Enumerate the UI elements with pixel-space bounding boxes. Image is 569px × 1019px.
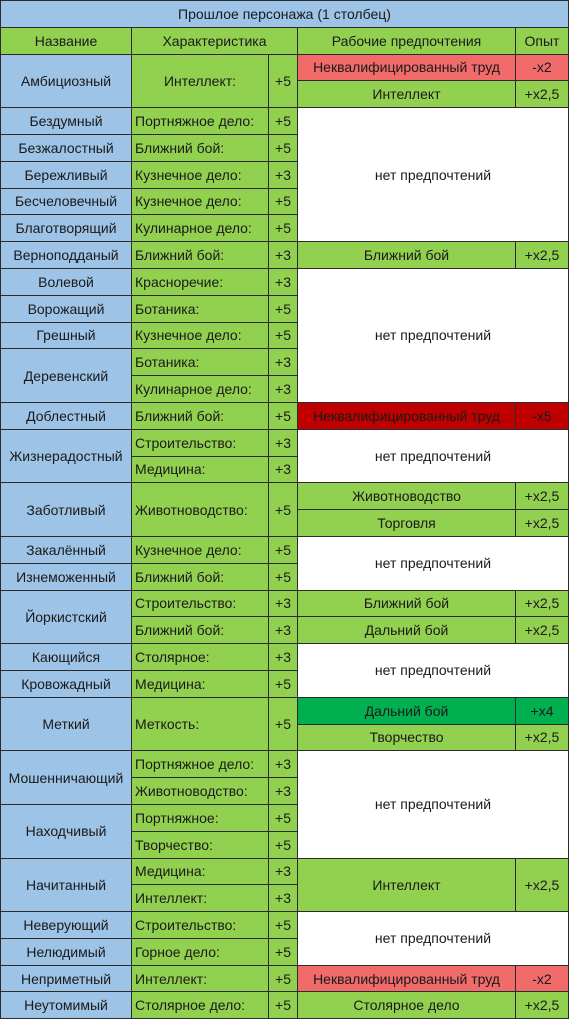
exp-value: -x2 (516, 965, 569, 992)
trait-label: Кузнечное дело: (132, 188, 269, 215)
name-cell: Благотворящий (1, 215, 132, 242)
exp-value: +x2,5 (516, 617, 569, 644)
trait-label: Портняжное: (132, 804, 269, 831)
name-cell: Неверующий (1, 912, 132, 939)
work-pref: Столярное дело (298, 992, 516, 1019)
trait-label: Интеллект: (132, 885, 269, 912)
trait-label: Ближний бой: (132, 242, 269, 269)
name-cell: Бережливый (1, 161, 132, 188)
name-cell: Грешный (1, 322, 132, 349)
table-row (1, 912, 569, 939)
trait-value: +3 (269, 778, 298, 805)
table-row (1, 751, 569, 778)
table-title: Прошлое персонажа (1 столбец) (1, 1, 569, 28)
header-exp: Опыт (516, 27, 569, 54)
trait-label: Столярное: (132, 644, 269, 671)
name-cell: Меткий (1, 697, 132, 751)
exp-value: +x2,5 (516, 242, 569, 269)
trait-label: Ближний бой: (132, 563, 269, 590)
trait-value: +5 (269, 108, 298, 135)
table-row (1, 858, 569, 885)
work-pref: Интеллект (298, 858, 516, 912)
trait-value: +5 (269, 215, 298, 242)
trait-label: Интеллект: (132, 54, 269, 108)
trait-label: Портняжное дело: (132, 108, 269, 135)
no-prefs-cell: нет предпочтений (298, 268, 569, 402)
header-name: Название (1, 27, 132, 54)
trait-value: +5 (269, 54, 298, 108)
name-cell: Жизнерадостный (1, 429, 132, 483)
trait-value: +3 (269, 242, 298, 269)
trait-value: +5 (269, 563, 298, 590)
exp-value: +x2,5 (516, 81, 569, 108)
trait-label: Кулинарное дело: (132, 215, 269, 242)
work-pref: Неквалифицированный труд (298, 54, 516, 81)
name-cell: Неутомимый (1, 992, 132, 1019)
name-cell: Деревенский (1, 349, 132, 403)
name-cell: Верноподданый (1, 242, 132, 269)
exp-value: -x2 (516, 54, 569, 81)
trait-value: +5 (269, 536, 298, 563)
table-row (1, 992, 569, 1019)
trait-value: +5 (269, 322, 298, 349)
trait-label: Кузнечное дело: (132, 536, 269, 563)
trait-value: +5 (269, 804, 298, 831)
exp-value: +x2,5 (516, 483, 569, 510)
work-pref: Ближний бой (298, 242, 516, 269)
header-row (1, 27, 569, 54)
trait-value: +3 (269, 429, 298, 456)
trait-label: Строительство: (132, 429, 269, 456)
trait-value: +5 (269, 134, 298, 161)
trait-value: +5 (269, 483, 298, 537)
trait-label: Ближний бой: (132, 402, 269, 429)
exp-value: +x2,5 (516, 590, 569, 617)
trait-value: +5 (269, 697, 298, 751)
trait-value: +5 (269, 965, 298, 992)
name-cell: Ворожащий (1, 295, 132, 322)
work-pref: Неквалифицированный труд (298, 965, 516, 992)
work-pref: Творчество (298, 724, 516, 751)
table-row (1, 483, 569, 510)
trait-value: +3 (269, 590, 298, 617)
table-row (1, 697, 569, 724)
trait-label: Строительство: (132, 590, 269, 617)
exp-value: +x4 (516, 697, 569, 724)
work-pref: Интеллект (298, 81, 516, 108)
trait-label: Ближний бой: (132, 617, 269, 644)
trait-label: Горное дело: (132, 938, 269, 965)
name-cell: Безжалостный (1, 134, 132, 161)
title-row (1, 1, 569, 28)
table-row (1, 402, 569, 429)
trait-label: Ближний бой: (132, 134, 269, 161)
name-cell: Неприметный (1, 965, 132, 992)
table-row (1, 644, 569, 671)
exp-value: -x5 (516, 402, 569, 429)
trait-value: +5 (269, 938, 298, 965)
name-cell: Бездумный (1, 108, 132, 135)
work-pref: Дальний бой (298, 617, 516, 644)
exp-value: +x2,5 (516, 724, 569, 751)
name-cell: Мошенничающий (1, 751, 132, 805)
name-cell: Доблестный (1, 402, 132, 429)
name-cell: Волевой (1, 268, 132, 295)
trait-value: +5 (269, 831, 298, 858)
header-trait: Характеристика (132, 27, 298, 54)
table-row (1, 242, 569, 269)
name-cell: Амбициозный (1, 54, 132, 108)
exp-value: +x2,5 (516, 510, 569, 537)
trait-value: +3 (269, 751, 298, 778)
name-cell: Начитанный (1, 858, 132, 912)
trait-value: +3 (269, 161, 298, 188)
work-pref: Торговля (298, 510, 516, 537)
work-pref: Неквалифицированный труд (298, 402, 516, 429)
name-cell: Нелюдимый (1, 938, 132, 965)
trait-value: +3 (269, 456, 298, 483)
name-cell: Кающийся (1, 644, 132, 671)
trait-value: +5 (269, 188, 298, 215)
exp-value: +x2,5 (516, 858, 569, 912)
table-row (1, 108, 569, 135)
trait-label: Медицина: (132, 456, 269, 483)
table-row (1, 590, 569, 617)
table-row (1, 268, 569, 295)
trait-label: Красноречие: (132, 268, 269, 295)
trait-label: Медицина: (132, 858, 269, 885)
trait-value: +5 (269, 912, 298, 939)
no-prefs-cell: нет предпочтений (298, 751, 569, 858)
trait-label: Интеллект: (132, 965, 269, 992)
trait-value: +3 (269, 644, 298, 671)
header-work: Рабочие предпочтения (298, 27, 516, 54)
trait-label: Кузнечное дело: (132, 161, 269, 188)
trait-label: Кулинарное дело: (132, 376, 269, 403)
table-row (1, 965, 569, 992)
no-prefs-cell: нет предпочтений (298, 429, 569, 483)
trait-value: +3 (269, 617, 298, 644)
trait-label: Столярное дело: (132, 992, 269, 1019)
table-row (1, 536, 569, 563)
trait-value: +3 (269, 376, 298, 403)
trait-label: Медицина: (132, 670, 269, 697)
exp-value: +x2,5 (516, 992, 569, 1019)
trait-value: +3 (269, 885, 298, 912)
name-cell: Йоркистский (1, 590, 132, 644)
name-cell: Заботливый (1, 483, 132, 537)
trait-value: +5 (269, 295, 298, 322)
name-cell: Закалённый (1, 536, 132, 563)
trait-label: Портняжное дело: (132, 751, 269, 778)
trait-label: Животноводство: (132, 483, 269, 537)
name-cell: Бесчеловечный (1, 188, 132, 215)
table-row (1, 429, 569, 456)
name-cell: Находчивый (1, 804, 132, 858)
name-cell: Кровожадный (1, 670, 132, 697)
no-prefs-cell: нет предпочтений (298, 644, 569, 698)
work-pref: Дальний бой (298, 697, 516, 724)
trait-value: +5 (269, 670, 298, 697)
trait-label: Строительство: (132, 912, 269, 939)
trait-label: Ботаника: (132, 295, 269, 322)
no-prefs-cell: нет предпочтений (298, 108, 569, 242)
trait-value: +3 (269, 858, 298, 885)
trait-value: +5 (269, 402, 298, 429)
trait-value: +3 (269, 349, 298, 376)
trait-label: Кузнечное дело: (132, 322, 269, 349)
work-pref: Ближний бой (298, 590, 516, 617)
trait-label: Ботаника: (132, 349, 269, 376)
no-prefs-cell: нет предпочтений (298, 912, 569, 966)
table-row (1, 54, 569, 81)
work-pref: Животноводство (298, 483, 516, 510)
name-cell: Изнеможенный (1, 563, 132, 590)
trait-label: Животноводство: (132, 778, 269, 805)
trait-label: Творчество: (132, 831, 269, 858)
no-prefs-cell: нет предпочтений (298, 536, 569, 590)
trait-label: Меткость: (132, 697, 269, 751)
trait-value: +3 (269, 268, 298, 295)
trait-value: +5 (269, 992, 298, 1019)
